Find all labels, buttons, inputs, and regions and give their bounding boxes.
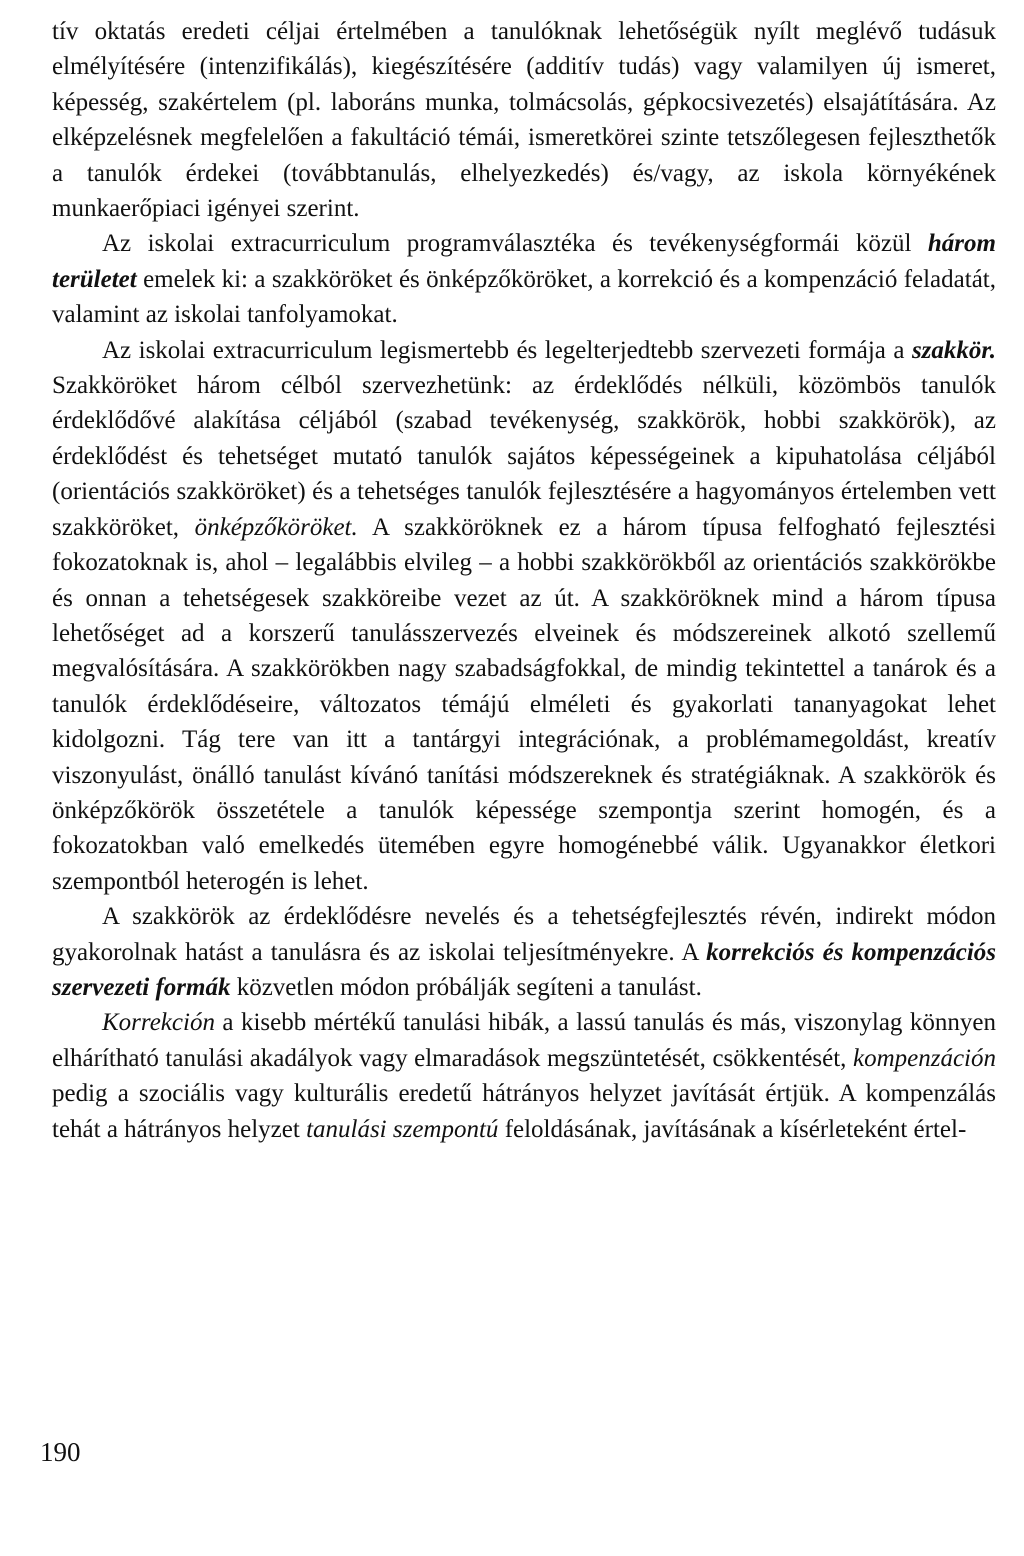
page-number: 190 xyxy=(40,1437,81,1467)
body-text xyxy=(52,14,996,1147)
paragraph-4-text-b: közvetlen módon próbálják segíteni a tanulást. xyxy=(230,973,702,1001)
paragraph-3-text-a: Az iskolai extracurriculum legismertebb és legelterjedtebb szervezeti formája a xyxy=(102,336,912,364)
emphasis-kompenzacion: kompenzáción xyxy=(852,1044,996,1072)
paragraph-3-text-c: A szakköröknek ez a három típusa felfogható fejlesztési fokozatoknak is, ahol – legalábbis elvileg – a hobbi szakkörökből az orientációs szakkörökbe és onnan a tehetségesek szakköreibe vezet az út. A szakköröknek mind a három típusa lehetőséget ad a korszerű tanulásszervezés elveinek és módszereinek alkotó szellemű megvalósítására. A szakkörökben nagy szabadságfokkal, de mindig tekintettel a tanárok és a tanulók érdeklődéseire, változatos témájú elméleti és gyakorlati tananyagokat lehet kidolgozni. Tág tere van itt a tantárgyi integrációnak, a problémamegoldást, kreatív viszonyulást, önálló tanulást kívánó tanítási módszereknek és stratégiáknak. A szakkörök és önképzőkörök összetétele a tanulók képessége szempontja szerint homogén, és a fokozatokban való emelkedés ütemében egyre homogénebbé válik. Ugyanakkor életkori szempontból heterogén is lehet. xyxy=(52,513,996,895)
paragraph-1-text: tív oktatás eredeti céljai értelmében a tanulóknak lehetőségük nyílt meglévő tudásuk elmélyítésére (intenzifikálás), kiegészítésére (additív tudás) vagy valamilyen új ismeret, képesség, szakértelem (pl. laboráns munka, tolmácsolás, gépkocsivezetés) elsajátítására. Az elképzelésnek megfelelően a fakultáció témái, ismeretkörei szinte tetszőlegesen fejleszthetők a tanulók érdekei (továbbtanulás, elhelyezkedés) és/vagy, az iskola környékének munkaerőpiaci igényei szerint. xyxy=(52,18,996,223)
emphasis-szakkor: szakkör. xyxy=(911,336,996,364)
emphasis-tanulasi-szempontu: tanulási szempontú xyxy=(306,1115,499,1143)
emphasis-korrekcios-formak: korrekciós és kompenzációs szervezeti formák xyxy=(52,938,996,1001)
paragraph-5-text-b: pedig a szociális vagy kulturális eredetű hátrányos helyzet javítását értjük. A kompenzálás tehát a hátrányos helyzet xyxy=(52,1080,996,1143)
paragraph-5-text-c: feloldásának, javításának a kísérleteként értel- xyxy=(498,1115,967,1143)
paragraph-5-text-a: a kisebb mértékű tanulási hibák, a lassú tanulás és más, viszonylag könnyen elhárítható tanulási akadályok vagy elmaradások megszüntetését, csökkentését, xyxy=(52,1009,996,1072)
paragraph-2-text-a: Az iskolai extracurriculum programválasztéka és tevékenységformái közül xyxy=(102,230,928,258)
emphasis-korrekcion: Korrekción xyxy=(102,1009,215,1037)
paragraph-3 xyxy=(52,333,996,900)
paragraph-2 xyxy=(52,226,996,332)
emphasis-onkepzokoroket: önképzőköröket. xyxy=(194,513,358,541)
paragraph-2-text-b: emelek ki: a szakköröket és önképzőköröket, a korrekció és a kompenzáció feladatát, valamint az iskolai tanfolyamokat. xyxy=(52,265,996,329)
paragraph-4 xyxy=(52,899,996,1005)
paragraph-1 xyxy=(52,14,996,226)
paragraph-4-text-a: A szakkörök az érdeklődésre nevelés és a tehetségfejlesztés révén, indirekt módon gyakorolnak hatást a tanulásra és az iskolai teljesítményekre. A xyxy=(52,903,996,966)
paragraph-3-text-b: Szakköröket három célból szervezhetünk: az érdeklődés nélküli, közömbös tanulók érdeklődővé alakítása céljából (szabad tevékenység, szakkörök, hobbi szakkörök), az érdeklődést és tehetséget mutató tanulók sajátos képességeinek a kipuhatolása céljából (orientációs szakköröket) és a tehetséges tanulók fejlesztésére a hagyományos értelemben vett szakköröket, xyxy=(52,372,996,541)
paragraph-5 xyxy=(52,1005,996,1147)
emphasis-harom-teruletet: három területet xyxy=(52,230,996,293)
